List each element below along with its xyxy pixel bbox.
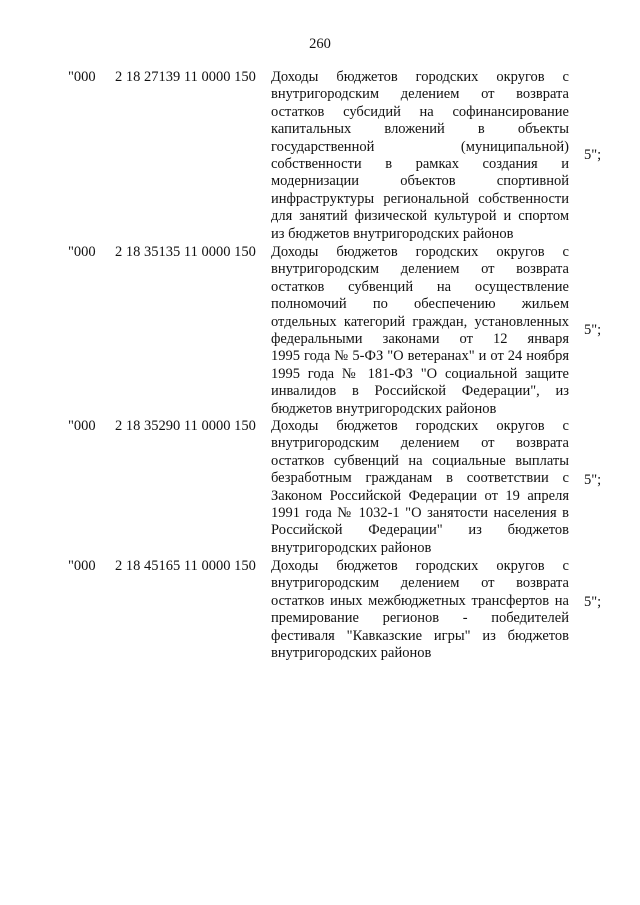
budget-classification-code: 2 18 45165 11 0000 150: [115, 558, 256, 574]
description-line: капитальных вложений в объекты: [271, 121, 569, 138]
entry-description: [271, 244, 569, 418]
entry-description: [271, 558, 569, 662]
description-line: внутригородских районов: [271, 645, 432, 662]
description-line: 1995 года № 5-ФЗ "О ветеранах" и от 24 ноября: [271, 348, 569, 365]
description-line: внутригородским делением от возврата: [271, 261, 569, 278]
entry-quote-suffix: 5";: [584, 472, 602, 488]
description-line: бюджетов внутригородских районов: [271, 400, 497, 417]
entry-quote-prefix: "000: [68, 418, 96, 434]
description-line: федеральными законами от 12 января: [271, 331, 569, 348]
budget-classification-code: 2 18 35290 11 0000 150: [115, 418, 256, 434]
entry-description: [271, 418, 569, 557]
description-line: инфраструктуры региональной собственности: [271, 190, 569, 207]
entry-description: [271, 69, 569, 243]
description-line: отдельных категорий граждан, установленных: [271, 313, 569, 330]
description-line: 1995 года № 181-ФЗ "О социальной защите: [271, 365, 569, 382]
entry-quote-prefix: "000: [68, 69, 96, 85]
description-line: инвалидов в Российской Федерации", из: [271, 383, 569, 400]
entry-quote-suffix: 5";: [584, 594, 602, 610]
description-line: остатков субсидий на софинансирование: [271, 103, 569, 120]
description-line: Доходы бюджетов городских округов с: [271, 418, 569, 434]
description-line: для занятий физической культурой и спортом: [271, 208, 569, 225]
page-number: 260: [309, 36, 331, 52]
budget-classification-code: 2 18 27139 11 0000 150: [115, 69, 256, 85]
description-line: Российской Федерации" из бюджетов: [271, 522, 569, 539]
description-line: остатков субвенций на осуществление: [271, 278, 569, 295]
description-line: фестиваля "Кавказские игры" из бюджетов: [271, 627, 569, 644]
description-line: 1991 года № 1032-1 "О занятости населения в: [271, 505, 569, 522]
entry-quote-prefix: "000: [68, 244, 96, 260]
budget-entry: [0, 69, 640, 244]
description-line: полномочий по обеспечению жильем: [271, 296, 569, 313]
description-line: внутригородским делением от возврата: [271, 575, 569, 592]
description-line: внутригородским делением от возврата: [271, 435, 569, 452]
description-line: внутригородских районов: [271, 539, 432, 556]
budget-classification-code: 2 18 35135 11 0000 150: [115, 244, 256, 260]
description-line: Доходы бюджетов городских округов с: [271, 558, 569, 574]
description-line: остатков иных межбюджетных трансфертов на: [271, 592, 569, 609]
budget-entry: [0, 244, 640, 419]
description-line: Законом Российской Федерации от 19 апреля: [271, 487, 569, 504]
description-line: Доходы бюджетов городских округов с: [271, 69, 569, 85]
description-line: Доходы бюджетов городских округов с: [271, 244, 569, 260]
budget-entry: [0, 418, 640, 558]
entry-quote-suffix: 5";: [584, 147, 602, 163]
description-line: собственности в рамках создания и: [271, 156, 569, 173]
budget-entry: [0, 558, 640, 663]
description-line: премирование регионов - победителей: [271, 610, 569, 627]
description-line: модернизации объектов спортивной: [271, 173, 569, 190]
entry-quote-suffix: 5";: [584, 322, 602, 338]
entry-quote-prefix: "000: [68, 558, 96, 574]
description-line: государственной (муниципальной): [271, 138, 569, 155]
description-line: остатков субвенций на социальные выплаты: [271, 452, 569, 469]
description-line: внутригородским делением от возврата: [271, 86, 569, 103]
description-line: из бюджетов внутригородских районов: [271, 225, 514, 242]
description-line: безработным гражданам в соответствии с: [271, 470, 569, 487]
